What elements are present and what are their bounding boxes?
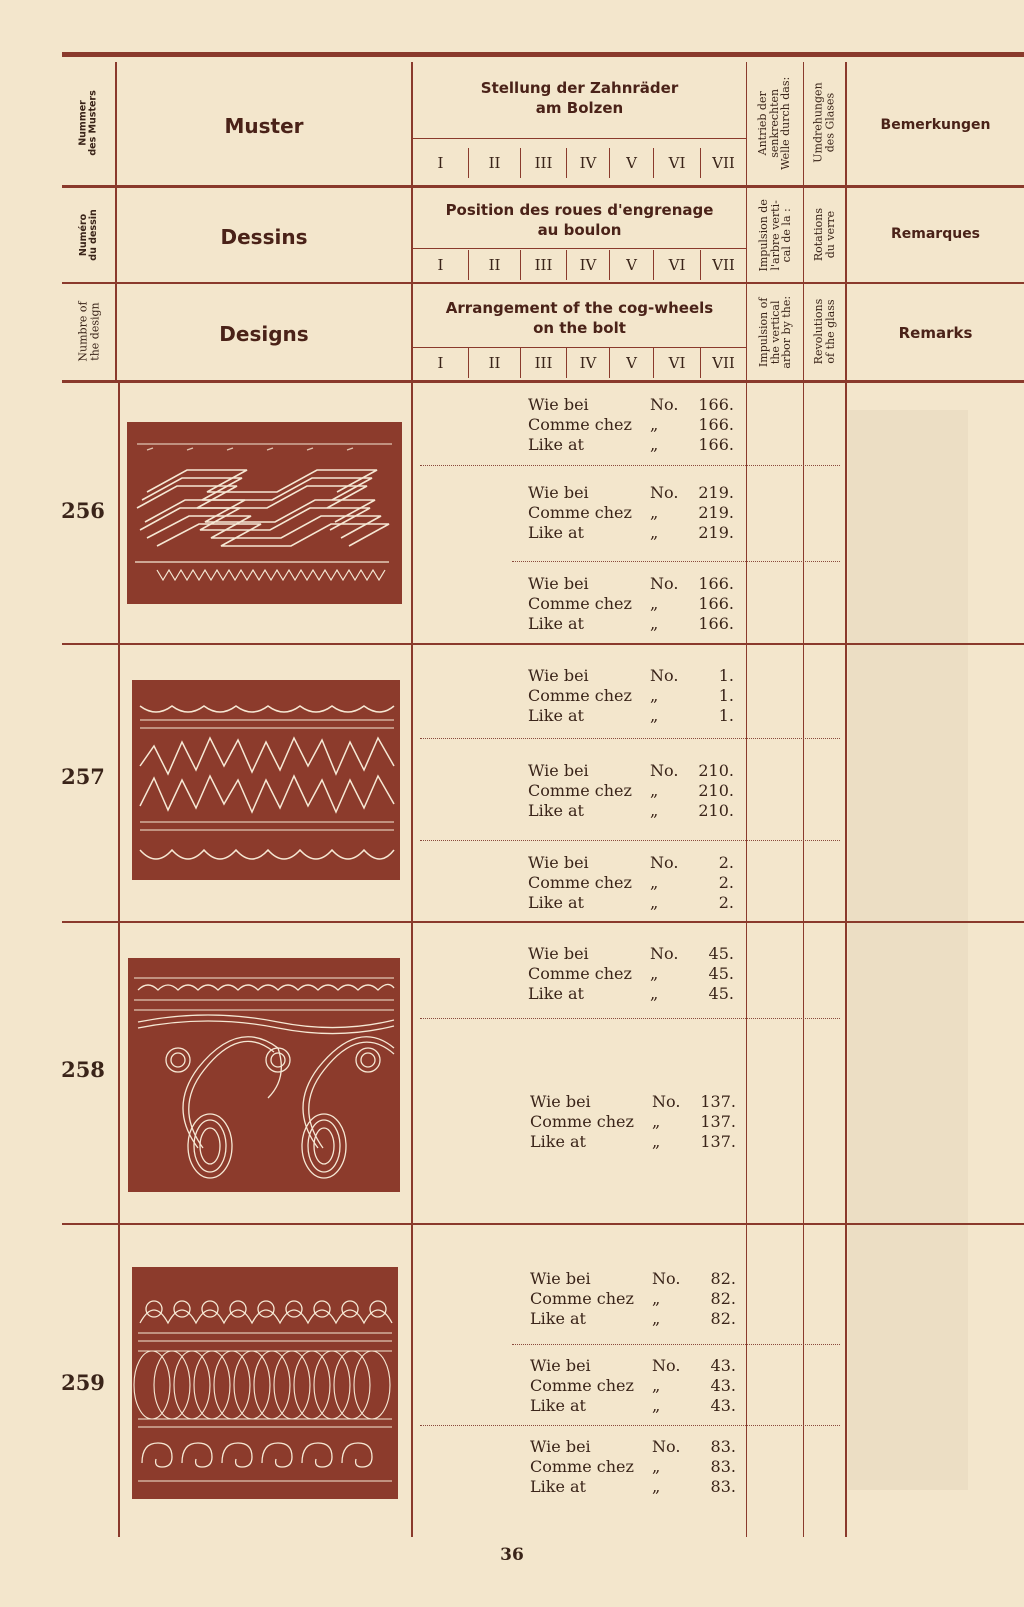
gear-positions-fr	[413, 250, 746, 280]
gear-pos-4: IV	[566, 250, 609, 280]
impulse-label-fr: Impulsion de l'arbre verti- cal de la :	[756, 198, 793, 272]
gear-pos-1: I	[437, 154, 444, 172]
gear-pos-7: VII	[700, 250, 746, 280]
col-rule-remarks	[845, 62, 847, 1537]
reference-block: Wie bei No. 166. Comme chez „ 166. Like at „ 166.	[528, 574, 734, 633]
reference-block: Wie bei No. 43. Comme chez „ 43. Like at „ 43.	[530, 1356, 736, 1415]
page-number: 36	[500, 1545, 524, 1565]
gear-pos-5: V	[609, 250, 653, 280]
gear-pos-5: V	[609, 348, 653, 378]
gear-pos-7: VII	[700, 148, 746, 178]
gear-positions-de	[413, 148, 746, 178]
gear-pos-6: VI	[653, 348, 700, 378]
design-label-en: Designs	[219, 322, 309, 346]
gear-pos-6: VI	[653, 148, 700, 178]
design-pattern-256	[127, 422, 402, 604]
rotation-label-en: Revolutions of the glass	[811, 299, 837, 365]
remarks-label-de: Bemerkungen	[880, 117, 991, 133]
bleed-through-shade	[848, 410, 968, 1490]
gear-pos-4: IV	[566, 348, 609, 378]
design-label-de: Muster	[224, 114, 304, 138]
rule-header-3	[62, 380, 1024, 383]
reference-divider	[420, 840, 840, 841]
remarks-label-en: Remarks	[898, 324, 973, 342]
design-pattern-259	[132, 1267, 398, 1499]
gear-pos-3: III	[520, 250, 566, 280]
reference-divider	[420, 1425, 840, 1426]
rotation-label-fr: Rotations du verre	[811, 208, 837, 262]
reference-block: Wie bei No. 83. Comme chez „ 83. Like at „ 83.	[530, 1437, 736, 1496]
gear-label-fr: Position des roues d'engrenage au boulon	[445, 201, 714, 239]
gear-pos-2: II	[468, 250, 520, 280]
number-label-fr: Numéro du dessin	[78, 209, 100, 261]
reference-block: Wie bei No. 82. Comme chez „ 82. Like at „ 82.	[530, 1269, 736, 1328]
top-rule	[62, 52, 1024, 57]
rotation-label-de: Umdrehungen des Glases	[811, 82, 837, 164]
impulse-label-en: Impulsion of the vertical arbor by the:	[756, 295, 793, 369]
design-number-259: 259	[61, 1370, 105, 1395]
rule-header-2	[62, 282, 1024, 284]
design-number-257: 257	[61, 764, 105, 789]
reference-divider	[420, 1018, 840, 1019]
number-label-de: Nummer des Musters	[78, 90, 99, 156]
gear-pos-2: II	[468, 348, 520, 378]
gear-pos-4: IV	[566, 148, 609, 178]
gear-pos-7: VII	[700, 348, 746, 378]
reference-block: Wie bei No. 166. Comme chez „ 166. Like at „ 166.	[528, 395, 734, 454]
reference-divider	[420, 738, 840, 739]
design-number-258: 258	[61, 1057, 105, 1082]
design-pattern-258	[128, 958, 400, 1192]
gear-label-de: Stellung der Zahnräder am Bolzen	[480, 79, 679, 117]
impulse-label-de: Antrieb der senkrechten Welle durch das:	[756, 76, 793, 170]
design-number-256: 256	[61, 498, 105, 523]
rule-header-1	[62, 185, 1024, 188]
reference-divider	[512, 1344, 840, 1345]
reference-divider	[512, 561, 840, 562]
gear-pos-5: V	[609, 148, 653, 178]
rule-entry-256	[62, 643, 1024, 645]
gear-pos-3: III	[520, 348, 566, 378]
rule-entry-258	[62, 1223, 1024, 1225]
gear-pos-1: I	[437, 256, 444, 274]
reference-block: Wie bei No. 45. Comme chez „ 45. Like at „ 45.	[528, 944, 734, 1003]
gear-pos-6: VI	[653, 250, 700, 280]
reference-block: Wie bei No. 219. Comme chez „ 219. Like at „ 219.	[528, 483, 734, 542]
design-label-fr: Dessins	[220, 225, 308, 249]
reference-block: Wie bei No. 2. Comme chez „ 2. Like at „ 2.	[528, 853, 734, 912]
gear-pos-1: I	[437, 354, 444, 372]
reference-block: Wie bei No. 137. Comme chez „ 137. Like at „ 137.	[530, 1092, 736, 1151]
reference-block: Wie bei No. 210. Comme chez „ 210. Like at „ 210.	[528, 761, 734, 820]
col-rule-design	[411, 62, 413, 1537]
col-rule-number-body	[118, 382, 120, 1537]
reference-divider	[420, 465, 840, 466]
gear-subrule-2	[413, 248, 746, 249]
gear-pos-3: III	[520, 148, 566, 178]
gear-pos-2: II	[468, 148, 520, 178]
design-pattern-257	[132, 680, 400, 880]
gear-subrule-1	[413, 138, 746, 139]
gear-label-en: Arrangement of the cog-wheels on the bolt	[445, 299, 714, 337]
remarks-label-fr: Remarques	[890, 226, 981, 242]
gear-positions-en	[413, 348, 746, 378]
number-label-en: Numbre of the design	[76, 301, 102, 363]
rule-entry-257	[62, 921, 1024, 923]
reference-block: Wie bei No. 1. Comme chez „ 1. Like at „ 1.	[528, 666, 734, 725]
